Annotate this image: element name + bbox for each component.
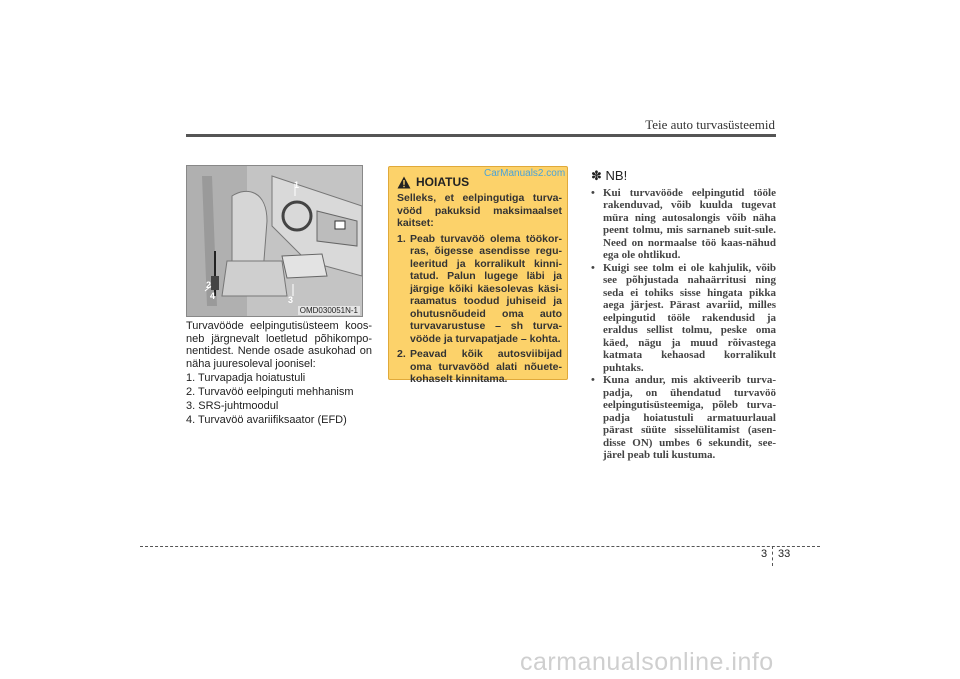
warning-list [397,233,562,386]
warning-title: HOIATUS [416,175,470,190]
warning-box [388,166,568,385]
list-item-text: Peavad kõik autosviibijad oma turvavööd alati nõuete-kohaselt kinnitama. [410,348,562,385]
list-item-number: 1. [397,232,406,245]
seatbelt-pretensioner-figure [186,165,363,317]
footer-rule [140,546,820,547]
notes-title: ✽ NB! [591,168,628,183]
page-divider [772,546,773,566]
warning-triangle-icon [397,176,411,189]
page-number: 33 [778,548,791,560]
chapter-number: 3 [761,548,768,560]
site-watermark: carmanualsonline.info [520,648,774,676]
components-intro: Turvavööde eelpingutisüsteem koos-neb järgnevalt loetletud põhikompo-nentidest. Nende osade asukohad on näha juuresoleval joonisel: [186,320,372,370]
list-item [591,374,776,462]
bullet-icon: • [591,261,595,274]
header-rule [186,134,776,137]
list-item [397,233,562,346]
list-item [591,262,776,375]
list-item [591,187,776,262]
list-item: 4. Turvavöö avariifiksaator (EFD) [186,414,347,426]
list-item-number: 2. [397,348,406,360]
watermark-link[interactable]: CarManuals2.com [484,168,566,179]
list-item-text: Kuigi see tolm ei ole kahjulik, võib see põhjustada nahaärritusi ning seda ei tohiks sisse hingata pikka aega järjest. Pärast avariid, milles eelpingutid tööle rakendusid ja eraldus sellist tolmu, peske oma käed, nägu ja muud rõivastega katmata kehaosad korralikult puhtaks. [603,261,776,374]
figure-callout-3: 3 [288,295,294,305]
list-item [397,348,562,386]
list-item-text: Kui turvavööde eelpingutid tööle rakenduvad, võib kuulda tugevat müra ning autosalongis võib näha peent tolmu, mis sarnaneb suit-sule. Need on normaalse töö kaas-nähud ega ole ohtlikud. [603,186,776,261]
figure-callout-4: 4 [210,291,216,301]
page-header-title: Teie auto turvasüsteemid [645,117,775,132]
notes-list [591,187,776,462]
components-list [186,372,372,427]
warning-intro: Selleks, et eelpingutiga turva-vööd pakuksid maksimaalset kaitset: [397,192,562,229]
list-item: 2. Turvavöö eelpinguti mehhanism [186,386,354,398]
figure-callout-2: 2 [206,280,212,290]
notes-section [591,170,776,462]
components-section [186,320,372,428]
figure-code: OMD030051N-1 [299,306,358,315]
bullet-icon: • [591,374,595,386]
list-item: 1. Turvapadja hoiatustuli [186,372,306,384]
list-item-text: Peab turvavöö olema töökor-ras, õigesse asendisse regu-leeritud ja korralikult kinni-tatud. Palun lugege läbi ja järgige kõiki käesolevas käsi-raamatus toodud juhiseid ja ohutusnõudeid oma auto turvavarustuse – sh turva-vööde ja turvapatjade – kohta. [410,232,562,345]
figure-callout-1: 1 [294,180,300,190]
bullet-icon: • [591,186,595,199]
list-item-text: Kuna andur, mis aktiveerib turva-padja, on ühendatud turvavöö eelpingutisüsteemiga, põleb turva-padja hoiatustuli armatuurlaual pärast süüte sisselülitamist (asen-disse ON) umbes 6 sekundit, see-järel peab tuli kustuma. [603,374,776,461]
list-item: 3. SRS-juhtmoodul [186,400,279,412]
